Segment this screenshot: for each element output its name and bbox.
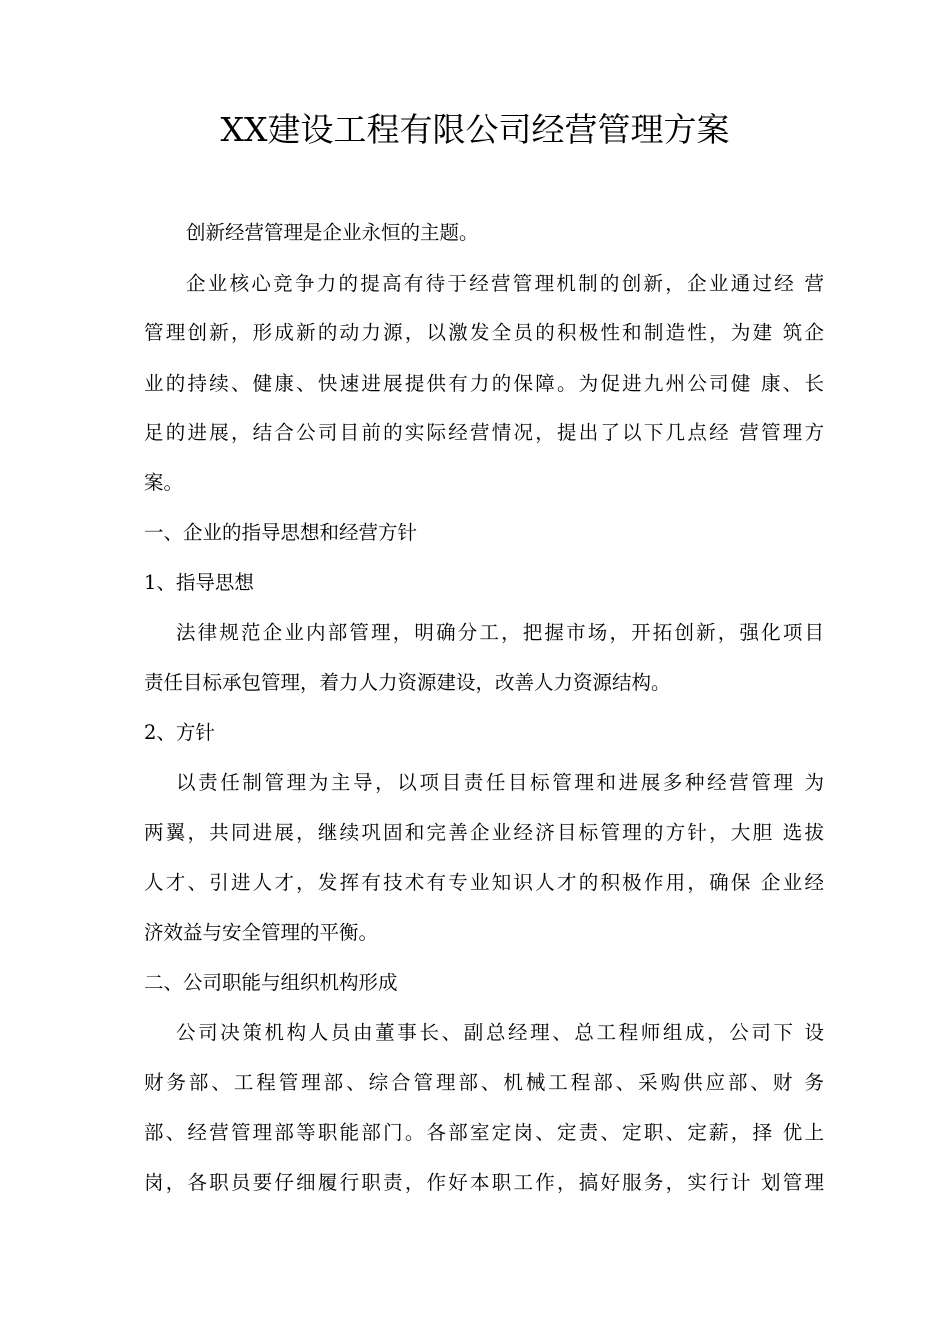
paragraph-line: 案。 (144, 471, 184, 494)
paragraph-line: 岗，各职员要仔细履行职责，作好本职工作，搞好服务，实行计 划管理 (144, 1171, 824, 1194)
subsection-heading: 2、方针 (144, 721, 215, 744)
subsection-heading: 1、指导思想 (144, 571, 254, 594)
paragraph-line: 以责任制管理为主导，以项目责任目标管理和进展多种经营管理 为 (176, 771, 824, 794)
paragraph-line: 责任目标承包管理，着力人力资源建设，改善人力资源结构。 (144, 671, 671, 694)
section-heading: 一、企业的指导思想和经营方针 (144, 521, 418, 544)
paragraph-line: 财务部、工程管理部、综合管理部、机械工程部、采购供应部、财 务 (144, 1071, 824, 1094)
paragraph-line: 两翼，共同进展，继续巩固和完善企业经济目标管理的方针，大胆 选拔 (144, 821, 824, 844)
paragraph-line: 济效益与安全管理的平衡。 (144, 921, 379, 944)
paragraph-line: 足的进展，结合公司目前的实际经营情况，提出了以下几点经 营管理方 (144, 421, 824, 444)
paragraph-line: 业的持续、健康、快速进展提供有力的保障。为促进九州公司健 康、长 (144, 372, 824, 395)
document-title: XX建设工程有限公司经营管理方案 (220, 110, 730, 149)
paragraph-line: 创新经营管理是企业永恒的主题。 (186, 221, 479, 244)
paragraph-line: 法律规范企业内部管理，明确分工，把握市场，开拓创新，强化项目 (176, 621, 824, 644)
paragraph-line: 部、经营管理部等职能部门。各部室定岗、定责、定职、定薪，择 优上 (144, 1121, 824, 1144)
section-heading: 二、公司职能与组织机构形成 (144, 971, 398, 994)
paragraph-line: 企业核心竞争力的提高有待于经营管理机制的创新，企业通过经 营 (186, 272, 824, 295)
paragraph-line: 公司决策机构人员由董事长、副总经理、总工程师组成，公司下 设 (176, 1021, 824, 1044)
paragraph-line: 人才、引进人才，发挥有技术有专业知识人才的积极作用，确保 企业经 (144, 871, 824, 894)
paragraph-line: 管理创新，形成新的动力源，以激发全员的积极性和制造性，为建 筑企 (144, 321, 824, 344)
